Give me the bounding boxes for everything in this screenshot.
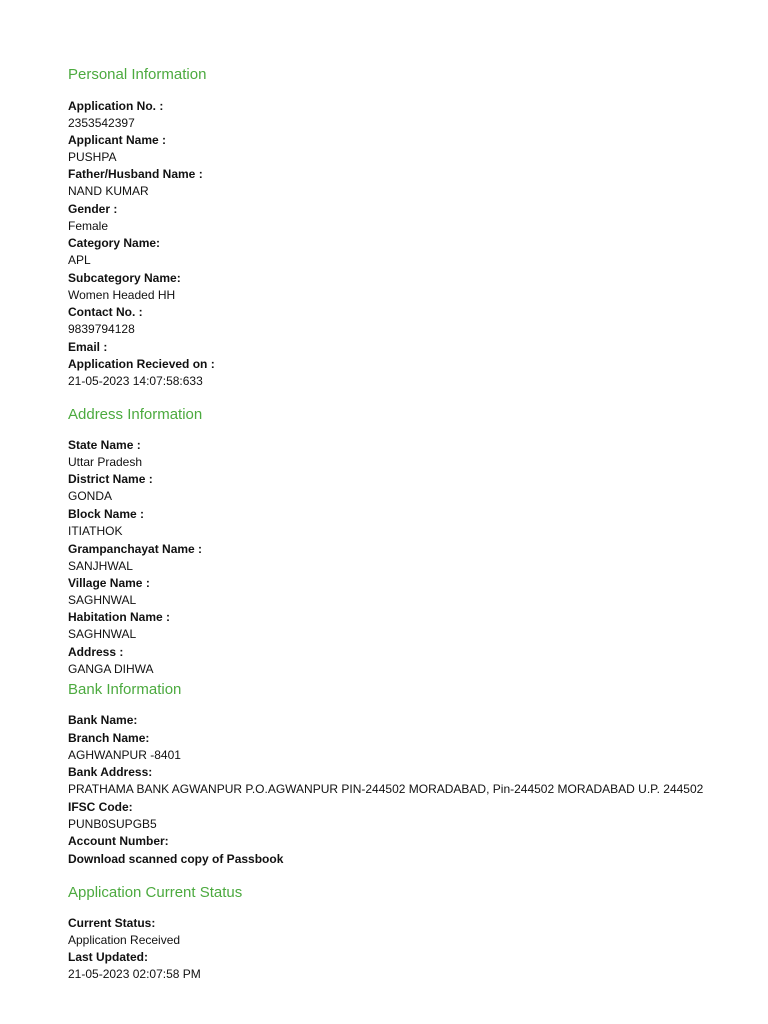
last-updated-label: Last Updated: [68, 950, 149, 964]
email-label: Email : [68, 340, 108, 354]
district-name-value: GONDA [68, 489, 113, 503]
application-received-value: 21-05-2023 14:07:58:633 [68, 374, 203, 388]
father-husband-name-label: Father/Husband Name : [68, 167, 203, 181]
current-status-value: Application Received [68, 933, 181, 947]
branch-name-value: AGHWANPUR -8401 [68, 748, 181, 762]
address-label: Address : [68, 645, 124, 659]
application-status-heading: Application Current Status [68, 884, 243, 901]
account-number-label: Account Number: [68, 834, 169, 848]
personal-information-heading: Personal Information [68, 66, 207, 83]
ifsc-code-label: IFSC Code: [68, 800, 133, 814]
habitation-name-value: SAGHNWAL [68, 627, 137, 641]
village-name-value: SAGHNWAL [68, 593, 137, 607]
branch-name-label: Branch Name: [68, 731, 150, 745]
applicant-name-value: PUSHPA [68, 150, 117, 164]
bank-address-label: Bank Address: [68, 765, 153, 779]
bank-information-heading: Bank Information [68, 681, 182, 698]
current-status-label: Current Status: [68, 916, 156, 930]
application-received-label: Application Recieved on : [68, 357, 215, 371]
applicant-name-label: Applicant Name : [68, 133, 167, 147]
subcategory-name-label: Subcategory Name: [68, 271, 181, 285]
state-name-value: Uttar Pradesh [68, 455, 143, 469]
contact-no-label: Contact No. : [68, 305, 143, 319]
gender-label: Gender : [68, 202, 118, 216]
habitation-name-label: Habitation Name : [68, 610, 171, 624]
gender-value: Female [68, 219, 109, 233]
last-updated-value: 21-05-2023 02:07:58 PM [68, 967, 201, 981]
application-no-value: 2353542397 [68, 116, 135, 130]
block-name-value: ITIATHOK [68, 524, 123, 538]
category-name-label: Category Name: [68, 236, 161, 250]
block-name-label: Block Name : [68, 507, 145, 521]
subcategory-name-value: Women Headed HH [68, 288, 176, 302]
contact-no-value: 9839794128 [68, 322, 135, 336]
category-name-value: APL [68, 253, 91, 267]
district-name-label: District Name : [68, 472, 153, 486]
bank-address-value: PRATHAMA BANK AGWANPUR P.O.AGWANPUR PIN-244502 MORADABAD, Pin-244502 MORADABAD U.P. 244502 [68, 782, 704, 796]
state-name-label: State Name : [68, 438, 141, 452]
bank-name-label: Bank Name: [68, 713, 138, 727]
address-value: GANGA DIHWA [68, 662, 154, 676]
village-name-label: Village Name : [68, 576, 150, 590]
father-husband-name-value: NAND KUMAR [68, 184, 149, 198]
address-information-heading: Address Information [68, 406, 203, 423]
application-no-label: Application No. : [68, 99, 164, 113]
download-passbook-link[interactable]: Download scanned copy of Passbook [68, 852, 284, 866]
ifsc-code-value: PUNB0SUPGB5 [68, 817, 157, 831]
grampanchayat-name-label: Grampanchayat Name : [68, 542, 203, 556]
grampanchayat-name-value: SANJHWAL [68, 559, 133, 573]
